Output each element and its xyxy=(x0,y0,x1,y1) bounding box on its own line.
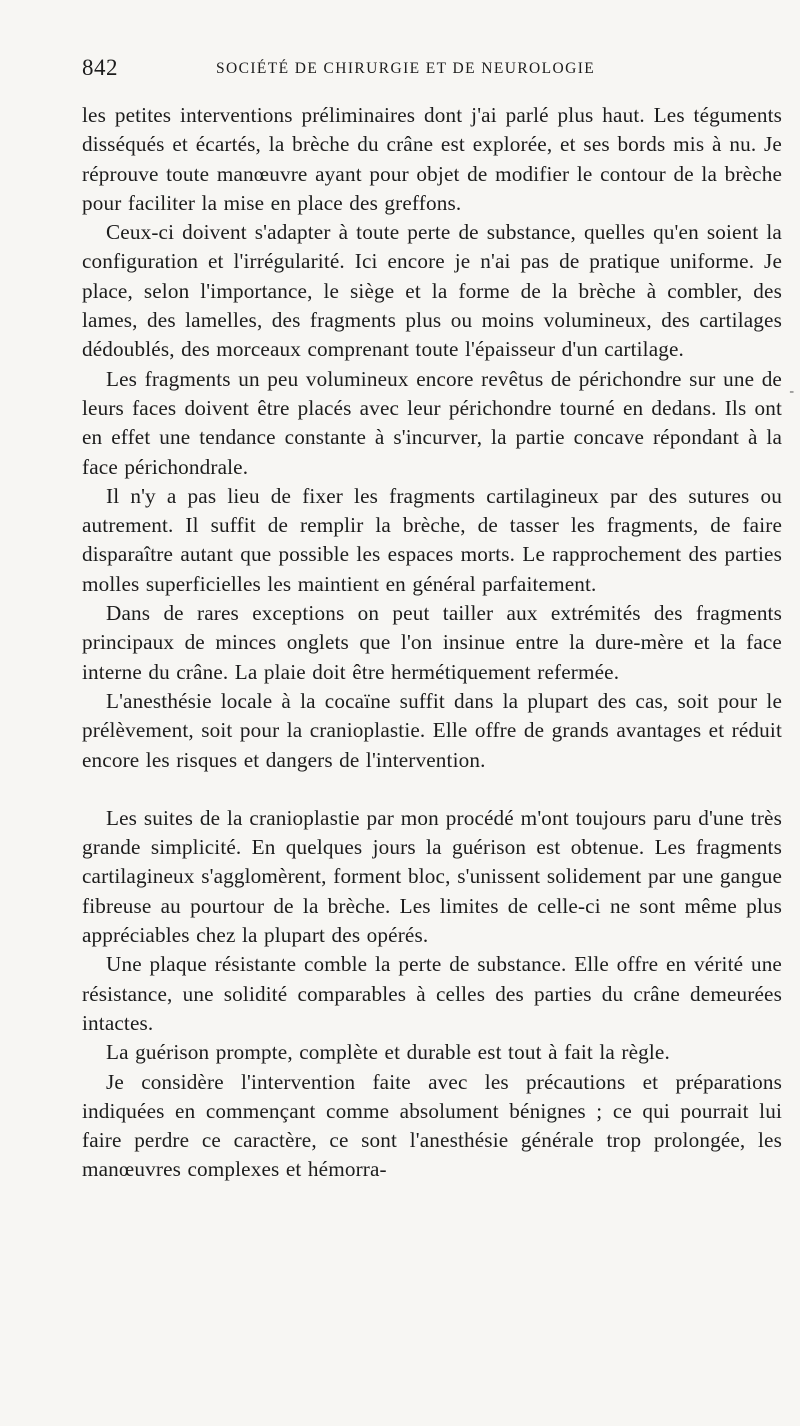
running-title: SOCIÉTÉ DE CHIRURGIE ET DE NEUROLOGIE xyxy=(216,60,596,77)
body-text xyxy=(82,101,782,1185)
running-head xyxy=(82,55,782,91)
paragraph-3: Les fragments un peu volumineux encore revêtus de périchondre sur une de leurs faces doivent être placés avec leur périchondre tourné en dedans. Ils ont en effet une tendance constante à s'incurver, la partie concave répondant à la face périchondrale. xyxy=(82,366,782,479)
paragraph-1: les petites interventions préliminaires dont j'ai parlé plus haut. Les téguments disséqués et écartés, la brèche du crâne est explorée, et ses bords mis à nu. Je réprouve toute manœuvre ayant pour objet de modifier le contour de la brèche pour faciliter la mise en place des greffons. xyxy=(82,103,782,215)
paragraph-8: Une plaque résistante comble la perte de substance. Elle offre en vérité une résistance, une solidité comparables à celles des parties du crâne demeurées intactes. xyxy=(82,952,782,1035)
paragraph-7: Les suites de la cranioplastie par mon procédé m'ont toujours paru d'une très grande simplicité. En quelques jours la guérison est obtenue. Les fragments cartilagineux s'agglomèrent, forment bloc, s'unissent solidement par une gangue fibreuse au pourtour de la brèche. Les limites de celle-ci ne sont même plus appréciables chez la plupart des opérés. xyxy=(82,805,782,948)
section-break xyxy=(82,775,782,804)
page-number: 842 xyxy=(82,55,118,80)
paragraph-9: La guérison prompte, complète et durable est tout à fait la règle. xyxy=(106,1040,670,1065)
margin-mark: - xyxy=(789,384,794,399)
paragraph-2: Ceux-ci doivent s'adapter à toute perte de substance, quelles qu'en soient la configuration et l'irrégularité. Ici encore je n'ai pas de pratique uniforme. Je place, selon l'importance, le siège et la forme de la brèche à combler, des lames, des lamelles, des fragments plus ou moins volumineux, des cartilages dédoublés, des morceaux comprenant toute l'épaisseur d'un cartilage. xyxy=(82,220,782,362)
paragraph-5: Dans de rares exceptions on peut tailler aux extrémités des fragments principaux de minces onglets que l'on insinue entre la dure-mère et la face interne du crâne. La plaie doit être hermétiquement refermée. xyxy=(82,601,782,684)
book-page xyxy=(82,55,782,1185)
paragraph-6: L'anesthésie locale à la cocaïne suffit dans la plupart des cas, soit pour le prélèvement, soit pour la cranioplastie. Elle offre de grands avantages et réduit encore les risques et dangers de l'intervention. xyxy=(82,688,782,772)
paragraph-10: Je considère l'intervention faite avec les précautions et préparations indiquées en commençant comme absolument bénignes ; ce qui pourrait lui faire perdre ce caractère, ce sont l'anesthésie générale trop prolongée, les manœuvres complexes et hémorra- xyxy=(82,1069,782,1182)
paragraph-4: Il n'y a pas lieu de fixer les fragments cartilagineux par des sutures ou autrement. Il suffit de remplir la brèche, de tasser les fragments, de faire disparaître autant que possible les espaces morts. Le rapprochement des parties molles superficielles les maintient en général parfaitement. xyxy=(82,483,782,596)
